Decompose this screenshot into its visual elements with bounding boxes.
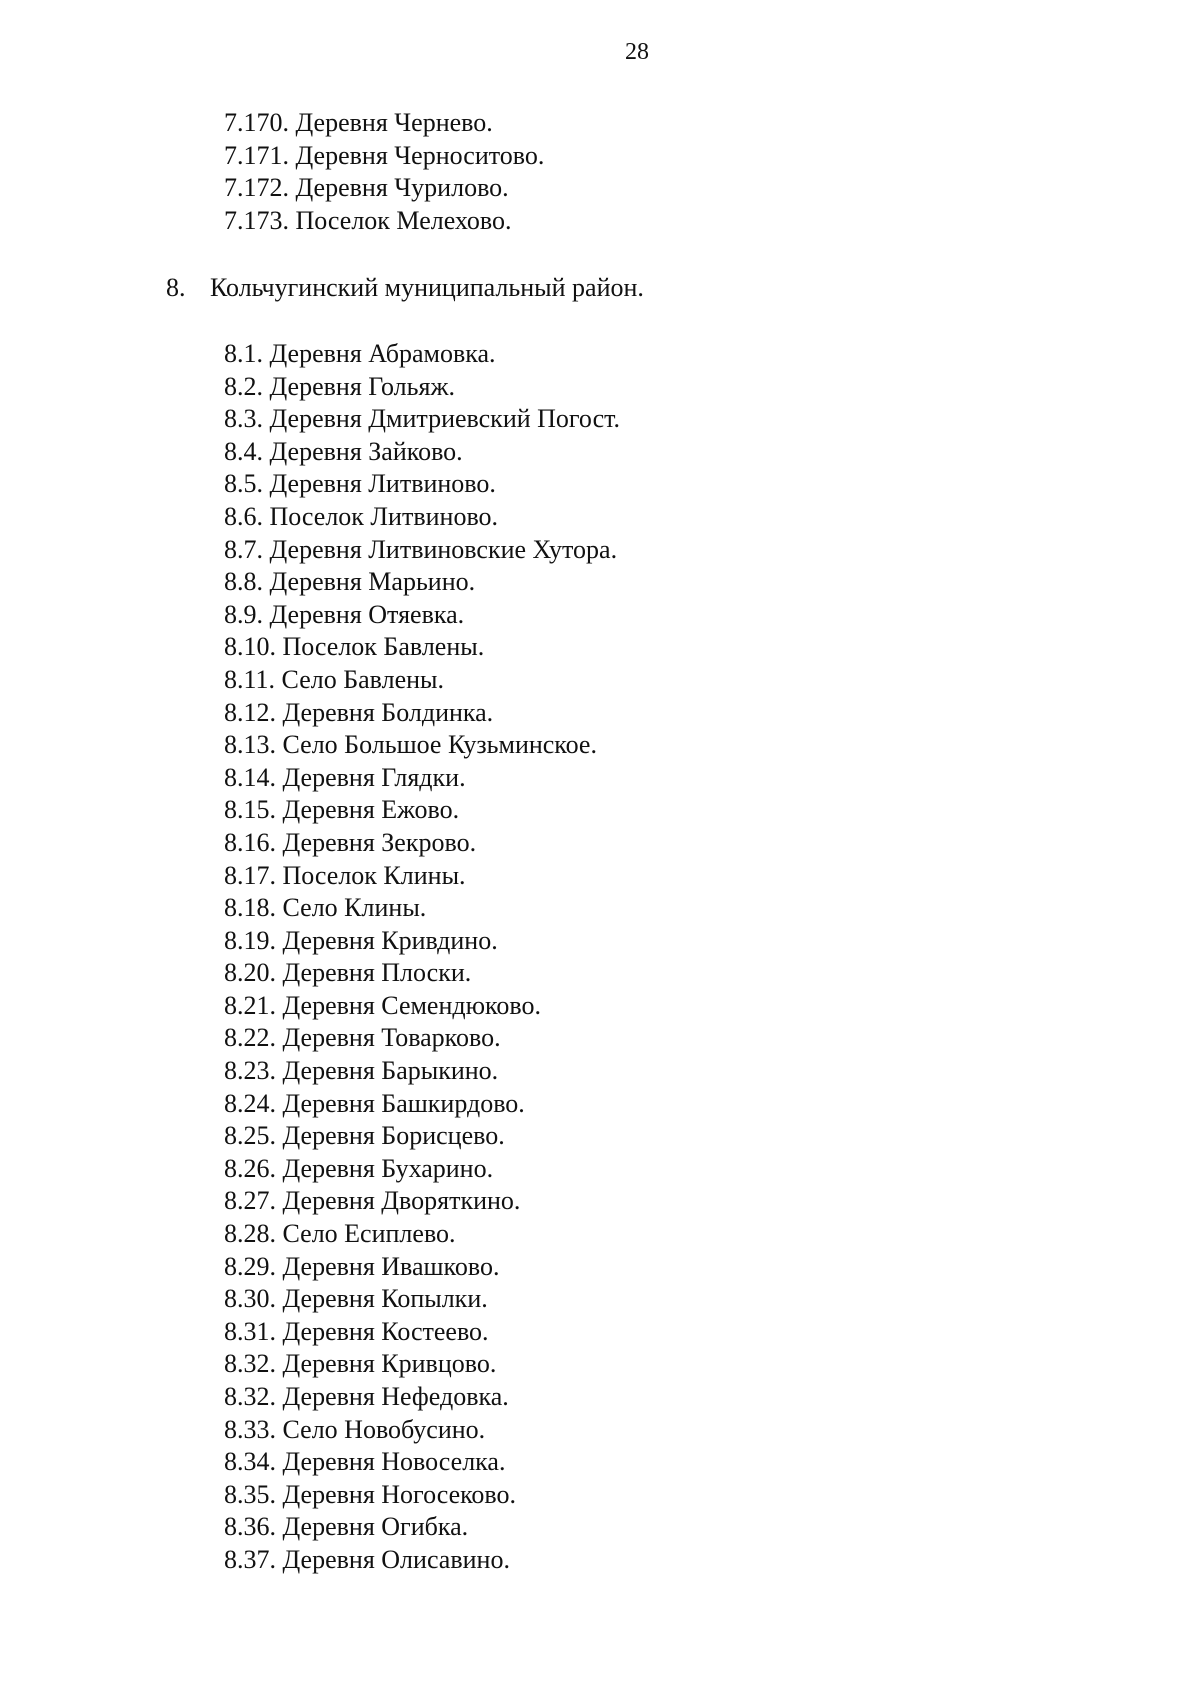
list-item: 8.15. Деревня Ежово. (224, 795, 460, 825)
list-item: 8.17. Поселок Клины. (224, 860, 466, 890)
list-item: 8.24. Деревня Башкирдово. (224, 1088, 525, 1118)
list-item: 7.173. Поселок Мелехово. (224, 205, 512, 235)
list-item: 8.8. Деревня Марьино. (224, 567, 476, 597)
list-item: 8.35. Деревня Ногосеково. (224, 1479, 517, 1509)
list-item: 8.18. Село Клины. (224, 893, 427, 923)
list-item: 8.6. Поселок Литвиново. (224, 501, 499, 531)
list-item: 8.14. Деревня Глядки. (224, 762, 466, 792)
list-item: 8.25. Деревня Борисцево. (224, 1121, 505, 1151)
list-item: 8.1. Деревня Абрамовка. (224, 339, 496, 368)
list-item: 8.12. Деревня Болдинка. (224, 697, 494, 727)
list-item: 8.3. Деревня Дмитриевский Погост. (224, 404, 621, 434)
list-item: 8.7. Деревня Литвиновские Хутора. (224, 534, 618, 564)
list-item: 8.10. Поселок Бавлены. (224, 632, 485, 662)
section-title: Кольчугинский муниципальный район. (210, 273, 644, 302)
list-item: 8.9. Деревня Отяевка. (224, 599, 465, 629)
list-item: 8.31. Деревня Костеево. (224, 1316, 489, 1346)
list-item: 8.11. Село Бавлены. (224, 664, 445, 694)
section-heading (166, 272, 644, 304)
list-item: 8.23. Деревня Барыкино. (224, 1056, 499, 1086)
list-item: 8.16. Деревня Зекрово. (224, 827, 477, 857)
list-item: 8.27. Деревня Дворяткино. (224, 1186, 521, 1216)
list-item: 8.29. Деревня Ивашково. (224, 1251, 500, 1281)
list-item: 7.172. Деревня Чурилово. (224, 173, 509, 203)
list-item: 8.30. Деревня Копылки. (224, 1284, 488, 1314)
list-item: 8.32. Деревня Кривцово. (224, 1349, 497, 1379)
list-item: 8.32. Деревня Нефедовка. (224, 1382, 509, 1411)
list-item: 8.21. Деревня Семендюково. (224, 990, 541, 1020)
list-item: 7.170. Деревня Чернево. (224, 108, 493, 137)
list-item: 8.13. Село Большое Кузьминское. (224, 730, 597, 760)
list-item: 8.22. Деревня Товарково. (224, 1023, 501, 1053)
list-item: 8.36. Деревня Огибка. (224, 1512, 469, 1542)
section-list (224, 338, 620, 1577)
page-number: 28 (625, 39, 649, 65)
section-number: 8. (166, 273, 186, 302)
list-item: 7.171. Деревня Черноситово. (224, 140, 545, 170)
list-item: 8.4. Деревня Зайково. (224, 436, 463, 466)
continued-list (224, 107, 544, 237)
list-item: 8.26. Деревня Бухарино. (224, 1153, 494, 1183)
list-item: 8.34. Деревня Новоселка. (224, 1447, 506, 1477)
list-item: 8.2. Деревня Гольяж. (224, 371, 455, 401)
list-item: 8.5. Деревня Литвиново. (224, 469, 496, 499)
list-item: 8.19. Деревня Кривдино. (224, 925, 498, 955)
list-item: 8.28. Село Есиплево. (224, 1219, 456, 1249)
list-item: 8.37. Деревня Олисавино. (224, 1544, 510, 1574)
list-item: 8.20. Деревня Плоски. (224, 958, 472, 988)
list-item: 8.33. Село Новобусино. (224, 1414, 486, 1444)
